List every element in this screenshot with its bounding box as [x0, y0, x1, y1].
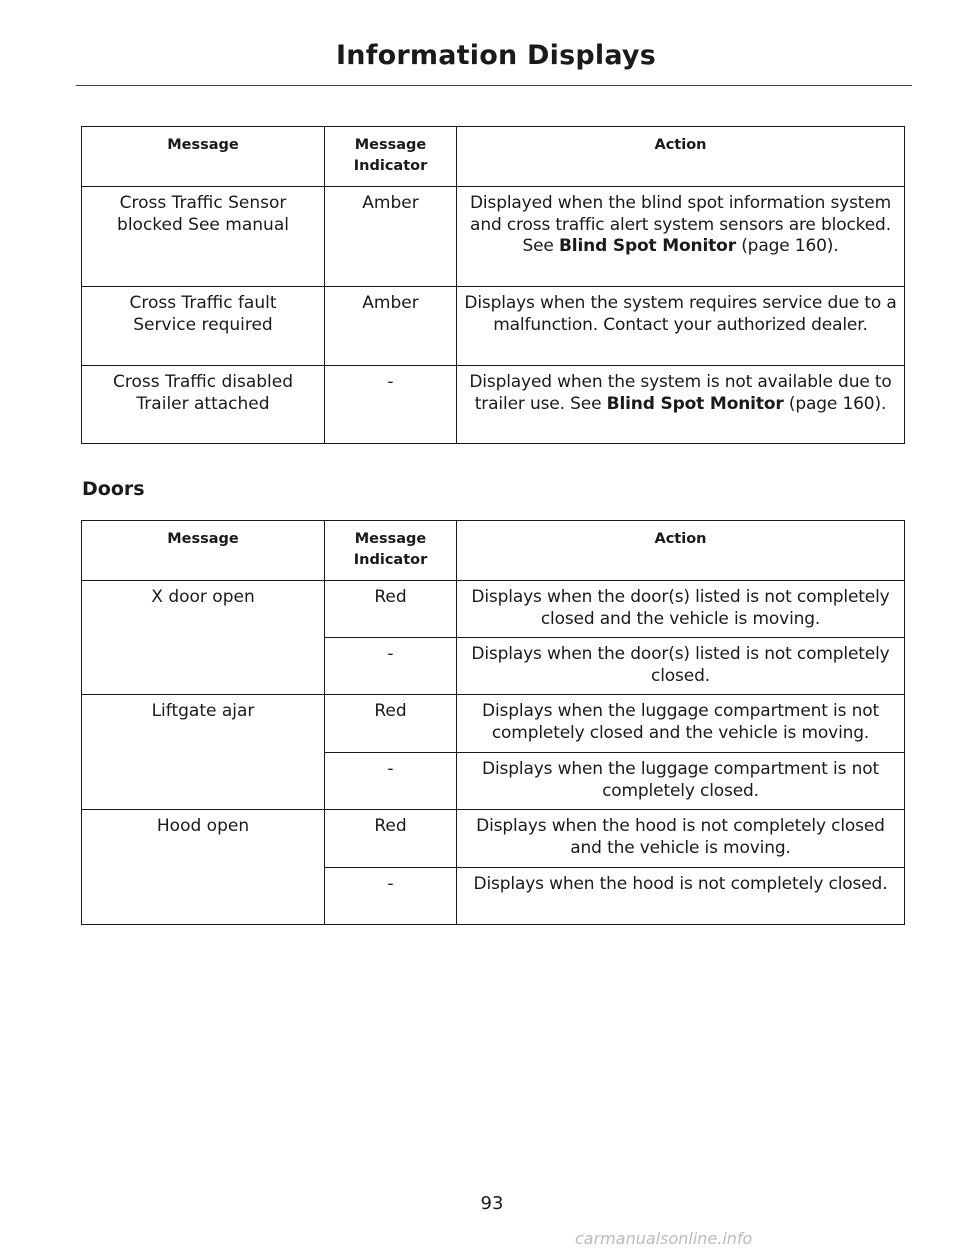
action-cell: Displays when the luggage compartment is not completely closed and the vehicle is moving. — [457, 695, 905, 753]
column-header-action: Action — [457, 127, 905, 187]
indicator-cell: - — [325, 366, 457, 444]
indicator-cell: Red — [325, 810, 457, 868]
action-cell: Displays when the hood is not completely closed and the vehicle is moving. — [457, 810, 905, 868]
message-cell — [82, 287, 325, 366]
message-line: Cross Traffic disabled — [112, 372, 294, 392]
indicator-cell: Red — [325, 695, 457, 753]
column-header-indicator — [325, 521, 457, 581]
action-text: Displayed when the system is not available due to trailer use. See — [469, 372, 892, 414]
message-line: Cross Traffic Sensor — [119, 193, 287, 213]
indicator-cell: - — [325, 753, 457, 810]
watermark: carmanualsonline.info — [575, 1229, 753, 1248]
action-cell: Displays when the system requires service due to a malfunction. Contact your authorized dealer. — [457, 287, 905, 366]
message-cell — [82, 366, 325, 444]
table-row — [82, 695, 905, 753]
page-reference: (page 160). — [735, 236, 839, 256]
message-cell: X door open — [82, 581, 325, 695]
doors-message-table — [81, 520, 905, 925]
table-row — [82, 366, 905, 444]
table-header-row — [82, 127, 905, 187]
column-header-message: Message — [82, 127, 325, 187]
column-header-indicator-line1: Message — [354, 531, 427, 547]
page-number: 93 — [480, 1193, 504, 1214]
action-cell: Displays when the hood is not completely closed. — [457, 868, 905, 925]
column-header-indicator-line2: Indicator — [353, 551, 428, 568]
table-row — [82, 187, 905, 287]
cross-traffic-message-table — [81, 126, 905, 444]
indicator-cell: - — [325, 868, 457, 925]
action-cell: Displays when the door(s) listed is not completely closed and the vehicle is moving. — [457, 581, 905, 638]
message-line: Trailer attached — [136, 393, 270, 414]
table-row — [82, 287, 905, 366]
message-cell: Hood open — [82, 810, 325, 925]
action-cell: Displays when the luggage compartment is not completely closed. — [457, 753, 905, 810]
cross-reference: Blind Spot Monitor — [558, 236, 736, 256]
message-cell: Liftgate ajar — [82, 695, 325, 810]
action-cell: Displays when the door(s) listed is not completely closed. — [457, 638, 905, 695]
column-header-message: Message — [82, 521, 325, 581]
section-heading-doors: Doors — [82, 478, 145, 500]
title-divider — [76, 85, 912, 86]
table-row — [82, 810, 905, 868]
indicator-cell: Red — [325, 581, 457, 638]
indicator-cell: Amber — [325, 287, 457, 366]
page-title: Information Displays — [336, 40, 656, 71]
indicator-cell: Amber — [325, 187, 457, 287]
action-text: Displayed when the blind spot information system and cross traffic alert system sensors are blocked. See — [469, 193, 892, 256]
message-line: Service required — [133, 314, 273, 335]
cross-reference: Blind Spot Monitor — [606, 393, 784, 414]
column-header-action: Action — [457, 521, 905, 581]
message-cell — [82, 187, 325, 287]
action-cell — [457, 366, 905, 444]
table-header-row — [82, 521, 905, 581]
indicator-cell: - — [325, 638, 457, 695]
column-header-indicator — [325, 127, 457, 187]
message-line: Cross Traffic fault — [129, 293, 277, 313]
message-line: blocked See manual — [117, 214, 289, 235]
column-header-indicator-line2: Indicator — [353, 157, 428, 174]
page-reference: (page 160). — [783, 393, 887, 414]
column-header-indicator-line1: Message — [354, 137, 427, 153]
table-row — [82, 581, 905, 638]
action-cell — [457, 187, 905, 287]
